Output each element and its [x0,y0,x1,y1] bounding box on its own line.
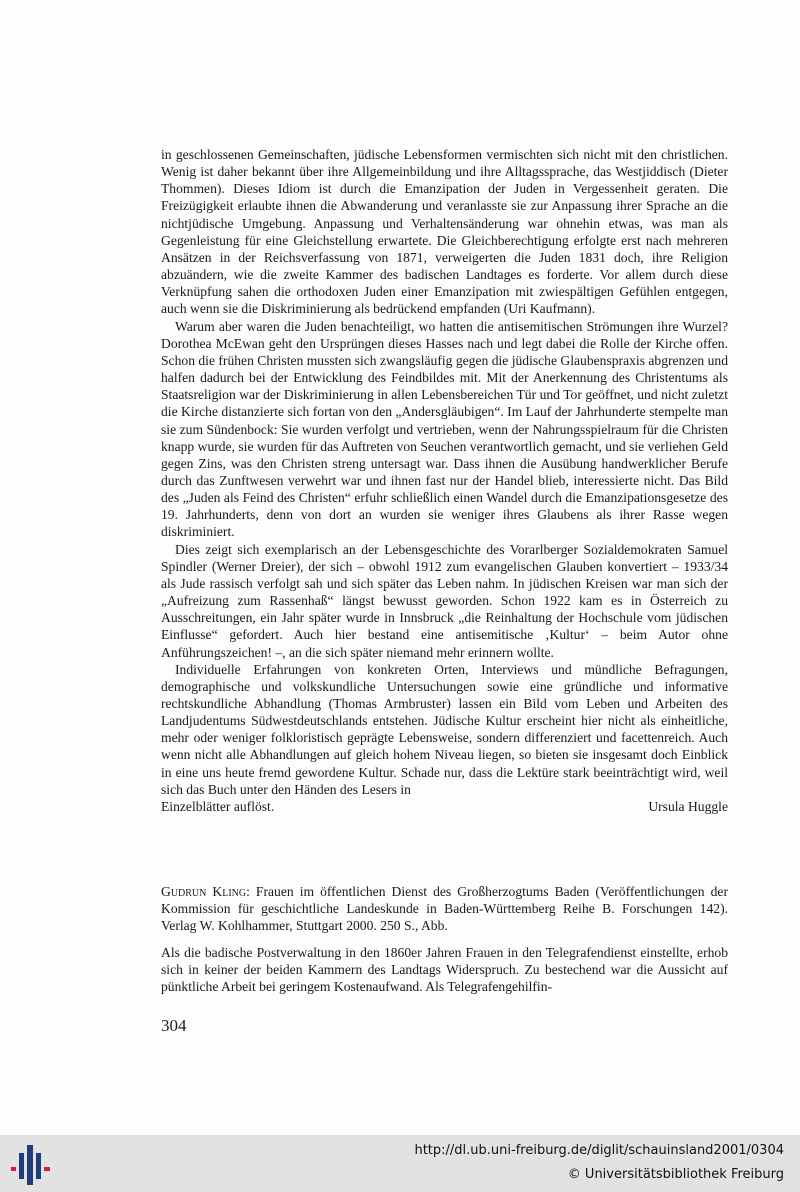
page-number: 304 [161,1016,187,1035]
paragraph-2: Warum aber waren die Juden benachteiligt, wo hatten die antisemitischen Strömungen ihre Wurzel? Dorothea McEwan geht den Ursprüngen dieses Hasses nach und legt dabei die Rolle der Kirche offen. Schon die frühen Christen mussten sich zwangsläufig gegen die jüdische Glaubenspraxis abgrenzen und halfen dadurch bei der Entwicklung des Feindbildes mit. Mit der Anerkennung des Christentums als Staatsreligion war der Diskriminierung in allen Lebensbereichen Tür und Tor geöffnet, und nicht zuletzt die Kirche distanzierte sich fortan von den „Andersgläubigen“. Im Lauf der Jahrhunderte stempelte man sie zum Sündenbock: Sie wurden verfolgt und vertrieben, wenn der Nahrungsspielraum für die Christen knapp wurde, sie wurden für das Auftreten von Seuchen verantwortlich gemacht, und sie verliehen Geld gegen Zins, was den Christen streng untersagt war. Dass ihnen die Ausübung handwerklicher Berufe durch das Zunftwesen verwehrt war und ihnen fast nur der Handel blieb, interessierte nicht. Das Bild des „Juden als Feind des Christen“ erfuhr schließlich einen Wandel durch die Emanzipationsgesetze des 19. Jahrhunderts, denn von dort an wurden sie weniger ihres Glaubens als ihrer Rasse wegen diskriminiert. [161,318,729,540]
book-author: Gudrun Kling [161,884,247,899]
paragraph-1: in geschlossenen Gemeinschaften, jüdische Lebensformen vermischten sich nicht mit den christlichen. Wenig ist daher bekannt über ihre Allgemeinbildung und ihre Alltagssprache, das Westjiddisch (Dieter Thommen). Dieses Idiom ist durch die Emanzipation der Juden in Vergessenheit geraten. Die Freizügigkeit erlaubte ihnen die Abwanderung und veranlasste sie zur Anpassung ihrer Sprache an die nichtjüdische Umgebung. Anpassung und Verhaltensänderung war ohnehin etwas, was man als Gegenleistung für eine Gleichstellung erwartete. Die Gleichberechtigung erfolgte erst nach mehreren Ansätzen in der Reichsverfassung von 1871, verweigerten die Juden 1831 doch, ihre Religion abzuändern, wie die zweite Kammer des badischen Landtages es forderte. Vor allem durch diese Verknüpfung sahen die orthodoxen Juden einer Emanzipation mit zwiespältigen Gefühlen entgegen, auch wenn sie die Diskriminierung als bedrückend empfanden (Uri Kaufmann). [161,147,728,317]
paragraph-4-last-line: Einzelblätter auflöst. [161,798,275,814]
paragraph-4: Individuelle Erfahrungen von konkreten Orten, Interviews und mündliche Befragungen, demographische und volkskundliche Untersuchungen sowie eine gründliche und informative rechtskundliche Abhandlung (Thomas Armbruster) lassen ein Bild vom Leben und Arbeiten des Landjudentums Südwestdeutschlands entstehen. Jüdische Kultur erscheint hier nicht als einheitliche, mehr oder weniger folkloristisch geprägte Lebensweise, sondern differenziert und facettenreich. Auch wenn nicht alle Abhandlungen auf gleich hohem Niveau liegen, so bieten sie insgesamt doch Einblick in eine uns heute fremd gewordene Kultur. Schade nur, dass die Lektüre stark beeinträchtigt wird, weil sich das Buch unter den Händen des Lesers in [161,661,728,797]
review-2-paragraph-1: Als die badische Postverwaltung in den 1860er Jahren Frauen in den Telegrafendienst einstellte, erhob sich in keiner der beiden Kammern des Landtags Widerspruch. Zu bestechend war die Aussicht auf pünktliche Arbeit bei geringem Kostenaufwand. Als Telegrafengehilfin- [161,945,728,995]
review-2-citation [161,883,728,934]
review-ursula-huggle [161,146,728,815]
review-2-body [161,944,728,995]
book-citation: : Frauen im öffentlichen Dienst des Großherzogtums Baden (Veröffentlichungen der Kommission für geschichtliche Landeskunde in Baden-Württemberg Reihe B. Forschungen 142). Verlag W. Kohlhammer, Stuttgart 2000. 250 S., Abb. [161,884,728,934]
paragraph-3: Dies zeigt sich exemplarisch an der Lebensgeschichte des Vorarlberger Sozialdemokraten Samuel Spindler (Werner Dreier), der sich – obwohl 1912 zum evangelischen Glauben konvertiert – 1933/34 als Jude rassisch verfolgt sah und sich später das Leben nahm. In jüdischen Kreisen war man sich der „Aufreizung zum Rassenhaß“ längst bewusst geworden. Schon 1922 kam es in Österreich zu Ausschreitungen, ein Jahr später wurde in Innsbruck „die Reinhaltung der Hochschule vom jüdischen Einflusse“ gefordert. Auch hier bestand eine antisemitische ‚Kultur‘ – beim Autor ohne Anführungszeichen! –, an die sich später niemand mehr erinnern wollte. [161,541,728,660]
viewer-footer [0,1135,800,1192]
ub-freiburg-logo-icon[interactable] [10,1143,52,1185]
copyright-notice: © Universitätsbibliothek Freiburg [567,1167,784,1182]
permalink-link[interactable]: http://dl.ub.uni-freiburg.de/diglit/schauinsland2001/0304 [414,1143,784,1158]
signature-line [161,798,728,815]
reviewer-name: Ursula Huggle [648,798,728,814]
